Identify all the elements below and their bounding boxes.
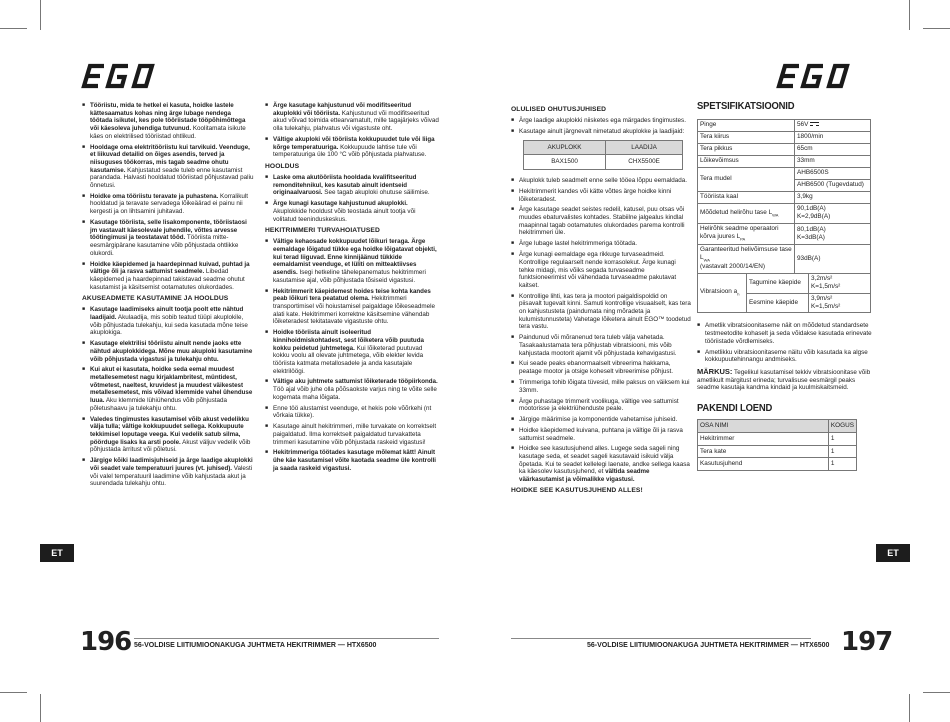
list-item: ■ Hoidke oma tööriistu teravate ja puhastena. Korralikult hooldatud ja teravate servadega lõikeäärad ei painu nii kergesti ja on lihtsamini juhitavad. bbox=[82, 193, 254, 216]
list-item: ■ Ärge puhastage trimmerit voolikuga, vältige vee sattumist mootorisse ja elektriühenduste peale. bbox=[511, 398, 691, 413]
list-item: ■ Vältige kehaosade kokkupuudet lõikuri teraga. Ärge eemaldage lõigatud tükke ega hoidke lõigatavat objekti, kui terad liiguvad. Enne kinnijäänud tükkide eemaldamist veenduge, et lüliti on mitteaktiivses asendis. Isegi hetkeline tähelepanematus hekitrimmeri kasutamise ajal, võib põhjustada tõsiseid vigastusi. bbox=[265, 238, 440, 284]
list-item: ■ Vältige aku juhtmete sattumist lõiketerade tööpiirkonda. Töö ajal võib juhe olla põõsaokste varjus ning te võite selle kogemata maha lõigata. bbox=[265, 378, 440, 401]
list-item: ■ Järgige kõiki laadimisjuhiseid ja ärge laadige akuplokki või seadet vale temperatuuri juures (vt. juhised). Valesti või valel temperatuuril laadimine võib kahjustada akut ja suurendada tulekahju ohtu. bbox=[82, 457, 254, 488]
spec-label: Mõõdetud helirõhu tase $L_{WA}$ bbox=[698, 203, 795, 223]
table-row bbox=[698, 119, 871, 131]
crop-mark bbox=[0, 28, 27, 29]
ego-logo bbox=[80, 62, 158, 90]
keep-manual-note: HOIDKE SEE KASUTUSJUHEND ALLES! bbox=[511, 487, 643, 494]
table-row bbox=[698, 155, 871, 167]
spec-value: 1800/min bbox=[795, 131, 871, 143]
spec-label: Lõikevõimsus bbox=[698, 155, 795, 167]
crop-mark bbox=[923, 692, 950, 693]
spec-label: Tera kiirus bbox=[698, 131, 795, 143]
list-item: ■ Kontrollige lihti, kas tera ja mootori paigaldispoldid on piisavalt tugevalt kinni. Samuti kontrollige visuaalselt, kas tera on kahjustusteta (paindumata ning mõradeta ja kulumistunnusteta) Vahetage lõiketera ainult EGO™ toodetud tera vastu. bbox=[511, 293, 691, 331]
battery-charger-table bbox=[523, 140, 683, 170]
crop-mark bbox=[40, 694, 41, 722]
crop-mark bbox=[909, 694, 910, 722]
table-row bbox=[698, 143, 871, 155]
spec-value: 3,9kg bbox=[795, 191, 871, 203]
list-item: ■ Hekitrimmerit käepidemest hoides teise kohta kandes peab lõikuri tera peatatud olema. Hekitrimmeri transportimisel või hoiustamisel paigaldage lõikeseadmele alati kate. Hekitrimmeri korrektne käsitsemine vähendab lõiketeradest tekitatavate vigastuste ohtu. bbox=[265, 288, 440, 326]
right-column-1 bbox=[511, 102, 691, 498]
vibration-cell bbox=[698, 273, 871, 313]
spec-label: Helirõhk seadme operaatori kõrva juures $L_{PA}$ bbox=[698, 223, 795, 244]
spec-label: Tera mudel bbox=[698, 167, 795, 191]
section-heading: OLULISED OHUTUSJUHISED bbox=[511, 106, 607, 113]
page-number: 196 bbox=[80, 627, 132, 657]
table-row bbox=[698, 203, 871, 223]
list-item: ■ Ärge lubage lastel hekitrimmeriga töötada. bbox=[511, 240, 691, 248]
spec-label: Eesmine käepide bbox=[747, 293, 809, 312]
list-item: ■ Ametlikku vibratsioonitaseme näitu võib kasutada ka algse kokkupuutehinnangu andmiseks. bbox=[697, 349, 873, 364]
list-item: ■ Hooldage oma elektritööriistu kui tarvikuid. Veenduge, et liikuvad detailid on õiges asendis, terved ja niisuguses töökorras, mis tagab seadme ohutu kasutamise. Kahjustatud seade tuleb enne kasutamist parandada. Halvasti hooldatud tööriistad põhjustavad paliu õnnetusi. bbox=[82, 144, 254, 190]
section-heading: HOOLDUS bbox=[265, 162, 300, 170]
footer-rule bbox=[134, 638, 439, 639]
table-row bbox=[698, 191, 871, 203]
spec-label: Tera pikkus bbox=[698, 143, 795, 155]
table-cell: Tera kate bbox=[698, 445, 829, 458]
list-item: ■ Valedes tingimustes kasutamisel võib akust vedelikku välja tulla; vältige kokkupuudet sellega. Kokkupuute tekkimisel loputage veega. Kui vedelik satub silma, pöörduge lisaks ka arsti poole. Akust väljuv vedelik võib põhjustada ärritust või põletusi. bbox=[82, 416, 254, 454]
table-row bbox=[698, 273, 871, 313]
table-row bbox=[698, 223, 871, 244]
table-header: KOGUS bbox=[828, 419, 856, 432]
spec-label: Pinge bbox=[698, 119, 795, 131]
dc-symbol-icon bbox=[810, 122, 819, 127]
specs-table bbox=[697, 119, 871, 314]
left-column-2 bbox=[265, 102, 440, 476]
spec-value: 80,1dB(A) K=3dB(A) bbox=[795, 223, 871, 244]
list-item: ■ Paindunud või mõranenud tera tuleb välja vahetada. Tasakaalustamata tera põhjustab vibratsiooni, mis võib kahjustada mootorit ajamit või põhjustada kehavigastusi. bbox=[511, 334, 691, 357]
spec-value: 56V bbox=[795, 119, 871, 131]
list-item: ■ Vältige akuploki või tööriista kokkupuudet tule või liiga kõrge temperatuuriga. Kokkupuude lahtise tule või temperatuuriga üle 100 °C võib põhjustada plahvatuse. bbox=[265, 136, 440, 159]
table-header-row bbox=[698, 419, 857, 432]
spec-label: Vibratsioon $a_h$ bbox=[698, 274, 747, 313]
list-item: ■ Hoidke tööriista ainult isoleeritud kinnihoidmiskohtadest, sest lõiketera võib puutuda kokku peidetud juhtmetega. Kui lõiketerad puutuvad kokku voolu all olevate juhtmetega, võib elekter levida tööriista katmata metallosadele ja anda kasutajale elektrilöögi. bbox=[265, 329, 440, 375]
table-cell: 1 bbox=[828, 458, 856, 471]
list-item: ■ Enne töö alustamist veenduge, et hekis pole võõrkehi (nt võrkaia tükke). bbox=[265, 405, 440, 420]
page-number: 197 bbox=[841, 627, 893, 657]
package-title: PAKENDI LOEND bbox=[697, 402, 773, 415]
list-item: ■ Ärge laadige akuplokki niisketes ega märgades tingimustes. bbox=[511, 117, 691, 125]
list-item: ■ Akuplokk tuleb seadmelt enne selle tööea lõppu eemaldada. bbox=[511, 177, 691, 185]
crop-mark bbox=[40, 0, 41, 30]
list-item: ■ Ärge kunagi eemaldage ega rikkuge turvaseadmeid. Kontrollige regulaarselt nende korrasolekut. Ärge kunagi tehke midagi, mis võiks segada turvaseadme funktsioneerimist või vähendada turvaseadme pakutavat kaitset. bbox=[511, 251, 691, 289]
list-item: ■ Ärge kasutage seadet seistes redelil, katusel, puu otsas või muudes ebaturvalistes kohtades. Stabiilne jalgealus kindlal maapinnal tagab ootamatutes olukordades parema kontrolli hekitrimmeri üle. bbox=[511, 206, 691, 237]
specs-title: SPETSIFIKATSIOONID bbox=[697, 100, 795, 112]
language-tab: ET bbox=[876, 544, 910, 562]
list-item: ■ Kasutage laadimiseks ainult tootja poolt ette nähtud laadijaid. Akulaadija, mis sobib teatud tüüpi akuplokile, võib põhjustada tulekahju, kui seda kasutada mõne teise akuplokiga. bbox=[82, 306, 254, 337]
table-header: LAADIJA bbox=[606, 140, 683, 155]
list-item: ■ Kasutage ainult järgnevalt nimetatud akuplokke ja laadijaid: bbox=[511, 128, 691, 136]
table-row bbox=[524, 155, 683, 170]
list-item: ■ Hekitrimmeriga töötades kasutage mõlemat kätt! Ainult ühe käe kasutamisel võite kaotada seadme üle kontrolli ja saada raskeid vigastusi. bbox=[265, 449, 440, 472]
table-cell: 1 bbox=[828, 432, 856, 445]
crop-mark bbox=[909, 0, 910, 30]
table-header: OSA NIMI bbox=[698, 419, 829, 432]
list-item: ■ Kasutage elektrilisi tööriistu ainult nende jaoks ette nähtud akuplokkidega. Mõne muu akuploki kasutamine võib põhjustada vigastusi ja tulekahju ohtu. bbox=[82, 340, 254, 363]
footer-title: 56-VOLDISE LIITIUMIOONAKUGA JUHTMETA HEKITRIMMER — HTX6500 bbox=[134, 642, 377, 649]
list-item: ■ Hoidke käepidemed ja haardepinnad kuivad, puhtad ja vältige õli ja rasva sattumist seadmele. Libedad käepidemed ja haardepinnad takistavad seadme ohutut kasutamist ja käsitsemist ootamatutes olukordades. bbox=[82, 261, 254, 292]
list-item: ■ Tööriistu, mida te hetkel ei kasuta, hoidke lastele kättesaamatus kohas ning ärge lubage nendega töötada isikutel, kes pole tööriistade tööpõhimõttega või käesoleva juhendiga tutvunud. Koolitamata isikute käes on elektrilised tööriistad ohtlikud. bbox=[82, 102, 254, 140]
list-item: ■ Ametlik vibratsioonitaseme näit on mõõdetud standardsete testmeetodite kohaselt ja seda võidakse kasutada erinevate tööriistade võrdlemiseks. bbox=[697, 322, 873, 345]
spec-value: 3,2m/s² K=1,5m/s² bbox=[809, 274, 871, 293]
package-table bbox=[697, 419, 857, 471]
list-item: ■ Ärge kasutage kahjustunud või modifitseeritud akuplokki või tööriista. Kahjustunud või modifitseeritud akud võivad toimida ettearvamatult, mille tagajärjeks võivad olla tulekahju, plahvatus või vigastuste oht. bbox=[265, 102, 440, 133]
list-item: ■ Kasutage ainult hekitrimmeri, mille turvakate on korrektselt paigaldatud. Ilma korrektselt paigaldatud turvakatteta trimmeri kasutamine võib põhjustada raskeid vigastusi! bbox=[265, 423, 440, 446]
table-cell: Hekitrimmer bbox=[698, 432, 829, 445]
table-cell: Kasutusjuhend bbox=[698, 458, 829, 471]
ego-logo bbox=[775, 62, 853, 90]
table-row bbox=[698, 458, 857, 471]
table-header-row bbox=[524, 140, 683, 155]
spec-value: 33mm bbox=[795, 155, 871, 167]
footer-title: 56-VOLDISE LIITIUMIOONAKUGA JUHTMETA HEKITRIMMER — HTX6500 bbox=[587, 642, 830, 649]
list-item: ■ Kui akut ei kasutata, hoidke seda eemal muudest metallesemetest nagu kirjaklambritest, müntidest, võtmetest, naeltest, kruvidest ja muudest väikestest metallesemetest, mis võivad klemmide vahel ühenduse luua. Aku klemmide lühiühendus võib põhjustada põletushaavu ja tulekahju ohtu. bbox=[82, 366, 254, 412]
list-item: ■ Kui seade peaks ebanormaalselt vibreerima hakkama, peatage mootor ja otsige koheselt vibreerimise põhjust. bbox=[511, 360, 691, 375]
list-item: ■ Laske oma akutööriista hooldada kvalifitseeritud remonditehnikul, kes kasutab ainult identseid originaalvaruosi. See tagab akuploki ohutuse säilimise. bbox=[265, 174, 440, 197]
list-item: ■ Järgige määrimise ja komponentide vahetamise juhiseid. bbox=[511, 416, 691, 424]
spec-label: Garanteeritud helivõimsuse tase $L_{WA}$ (vastavalt 2000/14/EN) bbox=[698, 244, 795, 273]
language-tab: ET bbox=[40, 544, 74, 562]
list-item: ■ Hoidke käepidemed kuivana, puhtana ja vältige õli ja rasva sattumist seadmele. bbox=[511, 427, 691, 442]
spec-value: 65cm bbox=[795, 143, 871, 155]
spec-value: 90,1dB(A) K=2,9dB(A) bbox=[795, 203, 871, 223]
right-page bbox=[475, 0, 950, 722]
table-row bbox=[698, 244, 871, 273]
right-column-2 bbox=[697, 100, 873, 471]
spec-value: AHB6500S AHB6500 (Tugevdatud) bbox=[795, 167, 871, 191]
spec-value: 3,9m/s² K=1,5m/s² bbox=[811, 295, 841, 310]
crop-mark bbox=[923, 28, 950, 29]
crop-mark bbox=[0, 692, 27, 693]
footer-rule bbox=[511, 638, 811, 639]
spec-value: 93dB(A) bbox=[795, 244, 871, 273]
table-row bbox=[698, 167, 871, 191]
table-cell: BAX1500 bbox=[524, 155, 606, 170]
section-heading: AKUSEADMETE KASUTAMINE JA HOOLDUS bbox=[82, 295, 229, 303]
table-header: AKUPLOKK bbox=[524, 140, 606, 155]
table-cell: 1 bbox=[828, 445, 856, 458]
table-row bbox=[698, 432, 857, 445]
table-row bbox=[698, 131, 871, 143]
list-item: ■ Trimmeriga tohib lõigata tüvesid, mille paksus on väiksem kui 33mm. bbox=[511, 379, 691, 394]
left-column-1 bbox=[82, 102, 254, 491]
list-item: ■ Hoidke see kasutusjuhend alles. Lugege seda sageli ning kasutage seda, et seadet sageli kasutavaid isikuid välja õpetada. Kui te seadet kellelegi laenate, andke sellega kaasa ka käesolev kasutusjuhend, et vältida seadme väärkasutamist ja võimalikke vigastusi. bbox=[511, 445, 691, 483]
list-item: ■ Kasutage tööriista, selle lisakomponente, tööriistaosi jm vastavalt käesolevale juhendile, võttes arvesse töötingimusi ja teostatavat tööd. Tööriista mitte-eesmärgipärane kasutamine võib põhjustada ohtlikke olukordi. bbox=[82, 219, 254, 257]
list-item: ■ Hekitrimmerit kandes või kätte võttes ärge hoidke kinni lõiketeradest. bbox=[511, 188, 691, 203]
table-cell: CHX5500E bbox=[606, 155, 683, 170]
spec-label: Tagumine käepide bbox=[747, 274, 809, 293]
spec-label: Tööriista kaal bbox=[698, 191, 795, 203]
table-row bbox=[698, 445, 857, 458]
section-heading: HEKITRIMMERI TURVAHOIATUSED bbox=[265, 227, 380, 235]
list-item: ■ Ärge kunagi kasutage kahjustunud akuplokki. Akuplokkide hooldust võib teostada ainult tootja või volitatud teeninduskeskus. bbox=[265, 200, 440, 223]
note: MÄRKUS: Tegelikul kasutamisel tekkiv vibratsioonitase võib ametlikult märgitust erineda; turvalisuse eesmärgil peaks seadme kasutaja kandma kindaid ja kuulmiskaitsmeid. bbox=[697, 367, 871, 392]
